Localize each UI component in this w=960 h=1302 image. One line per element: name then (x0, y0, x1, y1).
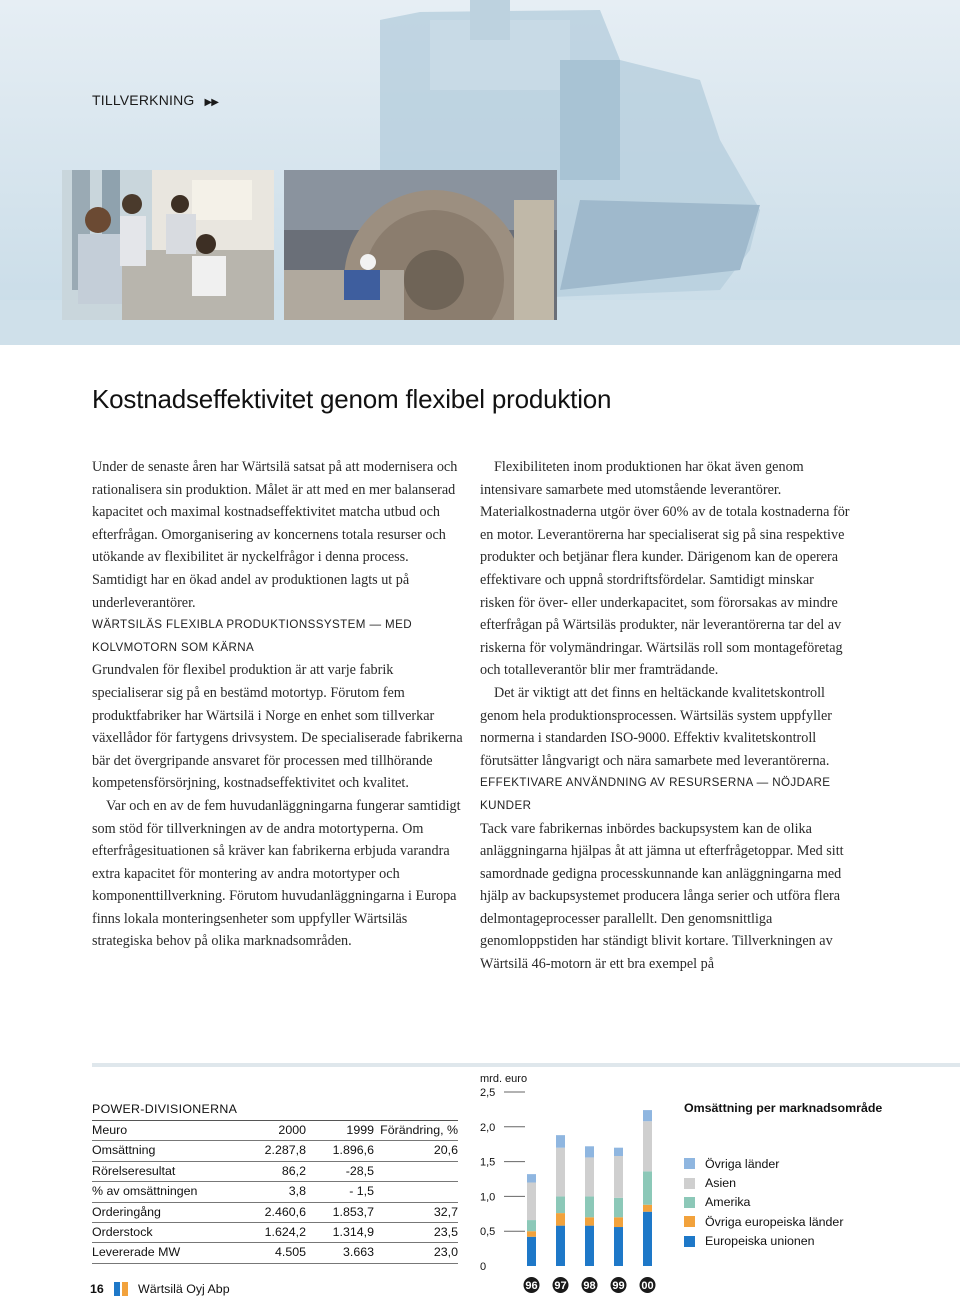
bar-segment (643, 1110, 652, 1121)
bar-segment (585, 1217, 594, 1225)
table-cell: 3,8 (288, 1184, 306, 1199)
table-cell: 3.663 (342, 1245, 374, 1260)
y-tick-label: 1,5 (480, 1156, 496, 1169)
section-label (92, 92, 218, 108)
bar-segment (556, 1135, 565, 1148)
table-cell: - 1,5 (349, 1184, 374, 1199)
bar-segment (643, 1212, 652, 1266)
bar-segment (614, 1227, 623, 1266)
left-subheading: WÄRTSILÄS FLEXIBLA PRODUKTIONSSYSTEM — MED KOLVMOTORN SOM KÄRNA (92, 618, 413, 654)
company-name: Wärtsilä Oyj Abp (138, 1282, 230, 1296)
bar-segment (614, 1156, 623, 1198)
x-tick-label: 96 (525, 1280, 538, 1292)
legend-swatch (684, 1216, 695, 1227)
bar-segment (585, 1146, 594, 1157)
bar-segment (556, 1196, 565, 1213)
table-cell: 32,7 (433, 1204, 458, 1219)
legend-label: Övriga länder (705, 1156, 780, 1171)
table-row (92, 1182, 458, 1202)
table-header-cell: 2000 (278, 1123, 306, 1137)
table-cell: 20,6 (433, 1143, 458, 1158)
table-cell: 1.853,7 (332, 1204, 374, 1219)
factory-photo (284, 170, 557, 320)
section-arrows-icon: ▶▶ (204, 97, 218, 108)
page-footer (90, 1282, 230, 1296)
bar-segment (527, 1174, 536, 1182)
legend-item (684, 1212, 884, 1231)
x-tick-label: 99 (612, 1280, 625, 1292)
bar-segment (527, 1220, 536, 1231)
table-cell: Rörelseresultat (92, 1163, 176, 1178)
y-tick-label: 0,5 (480, 1226, 496, 1239)
left-column (92, 456, 464, 953)
bar-segment (556, 1148, 565, 1197)
legend-label: Amerika (705, 1195, 751, 1210)
right-paragraph-1: Flexibiliteten inom produktionen har ökat även genom intensivare samarbete med utomstående leverantörer. Materialkostnaderna utgör över 60% av de totala kostnaderna för en motor. Leverantörerna har specialiserat sig på sina respektive produkter och betjänar flera kunder. Därigenom kan de operera effektivare och uppnå stordriftsfördelar. Samtidigt minskar risken för över- eller underkapacitet, som förorsakas av mindre efterfrågan på Wärtsiläs produkter, när leverantörerna tar del av riskerna för volymändringar. Wärtsiläs roll som montageföretag och totalleverantör blir mer framträdande. (480, 459, 850, 679)
left-paragraph-2: Grundvalen för flexibel produktion är att varje fabrik specialiserar sig på en bestämd motortyp. Förutom fem produktfabriker har Wärtsilä i Norge en enhet som tillverkar växellådor för fartygens drivsystem. De specialiserade fabrikerna bär det övergripande ansvaret för processen med tillhörande kompetensförsörjning, kostnadseffektivitet och kvalitet. (92, 662, 463, 792)
bar-segment (643, 1205, 652, 1212)
section-divider (92, 1063, 960, 1067)
wartsila-logo-mark (114, 1282, 130, 1296)
table-cell: 4.505 (274, 1245, 306, 1260)
revenue-by-market-chart (470, 1068, 690, 1298)
table-header-cell: Förändring, % (380, 1123, 458, 1137)
right-column (480, 456, 852, 976)
logo-bar (114, 1282, 120, 1296)
legend-label: Asien (705, 1176, 736, 1191)
bar-segment (527, 1182, 536, 1220)
table-cell (374, 1182, 458, 1201)
legend-item (684, 1193, 884, 1212)
table-row (92, 1243, 458, 1263)
table-cell: Orderstock (92, 1224, 153, 1239)
left-paragraph-1: Under de senaste åren har Wärtsilä satsat på att modernisera och rationalisera sin produktion. Målet är att med en mer balanserad kapacitet och maximal kostnadseffektivitet matcha utbud och efterfrågan. Omorganisering av koncernens totala resurser och utökande av flexibilitet är nyckelfrågor i denna process. Samtidigt har en ökad andel av produktionen lagts ut på underleverantörer. (92, 459, 458, 611)
legend-label: Europeiska unionen (705, 1234, 815, 1249)
table-cell: 23,5 (433, 1224, 458, 1239)
bar-segment (585, 1196, 594, 1217)
bar-segment (556, 1213, 565, 1226)
table-header-cell: 1999 (346, 1123, 374, 1137)
bar-segment (643, 1121, 652, 1171)
y-tick-label: 2,0 (480, 1121, 496, 1134)
table-cell: Levererade MW (92, 1245, 181, 1260)
table-cell: % av omsättningen (92, 1184, 198, 1199)
legend-item (684, 1154, 884, 1173)
table-row (92, 1203, 458, 1223)
bar-segment (614, 1217, 623, 1227)
table-cell: 1.314,9 (332, 1224, 374, 1239)
legend-swatch (684, 1236, 695, 1247)
table-cell: 23,0 (433, 1245, 458, 1260)
table-title: POWER-DIVISIONERNA (92, 1098, 458, 1121)
meeting-photo (62, 170, 274, 320)
y-tick-label: 1,0 (480, 1191, 496, 1204)
table-row (92, 1141, 458, 1161)
x-tick-label: 97 (554, 1280, 567, 1292)
legend-swatch (684, 1197, 695, 1208)
bar-segment (585, 1226, 594, 1266)
table-cell: 86,2 (281, 1163, 306, 1178)
table-cell: 1.896,6 (332, 1143, 374, 1158)
table-cell (374, 1162, 458, 1181)
page-number: 16 (90, 1282, 104, 1296)
section-label-text: TILLVERKNING (92, 92, 195, 108)
table-cell: 1.624,2 (264, 1224, 306, 1239)
legend-label: Övriga europeiska länder (705, 1214, 844, 1229)
chart-legend (684, 1098, 884, 1251)
bar-segment (614, 1198, 623, 1217)
bar-segment (643, 1171, 652, 1204)
left-paragraph-3: Var och en av de fem huvudanläggningarna fungerar samtidigt som stöd för tillverkningen av de andra motortyperna. Om efterfrågesituationen så kräver kan fabrikerna erbjuda varandra extra kapacitet för montering av andra motortyper och komponenttillverkning. Förutom huvudanläggningarna i Europa finns lokala monteringsenheter som uppfyller Wärtsiläs strategiska behov på olika marknadsområden. (92, 797, 461, 950)
right-paragraph-3: Tack vare fabrikernas inbördes backupsystem kan de olika anläggningarna hjälpas åt att jämna ut efterfrågetoppar. Med sitt samordnade gedigna processkunnande kan anläggningarna med hjälp av backupsystemet producera långa serier och utföra flera delmontageprocesser parallellt. Den genomsnittliga genomloppstiden har ständigt blivit kortare. Tillverkningen av Wärtsilä 46-motorn är ett bra exempel på (480, 820, 844, 973)
bar-segment (527, 1237, 536, 1266)
table-row (92, 1162, 458, 1182)
bar-segment (585, 1157, 594, 1196)
chart-title: Omsättning per marknadsområde (684, 1101, 883, 1115)
bar-segment (556, 1226, 565, 1266)
legend-item (684, 1232, 884, 1251)
table-cell: Omsättning (92, 1143, 156, 1158)
bar-segment (527, 1231, 536, 1237)
bar-segment (614, 1148, 623, 1156)
legend-item (684, 1173, 884, 1192)
power-divisions-table (92, 1098, 458, 1264)
table-header-cell: Meuro (92, 1123, 128, 1137)
table-cell: 2.287,8 (264, 1143, 306, 1158)
table-cell: Orderingång (92, 1204, 161, 1219)
x-tick-label: 00 (641, 1280, 654, 1292)
legend-swatch (684, 1178, 695, 1189)
y-axis-unit-label: mrd. euro (480, 1073, 528, 1085)
right-paragraph-2: Det är viktigt att det finns en heltäckande kvalitetskontroll genom hela produktionsprocessen. Wärtsiläs system uppfyller normerna i standarden ISO-9000. Effektiv kvalitetskontroll förutsätter långvarigt och nära samarbete med leverantörerna. (480, 684, 832, 769)
right-subheading: EFFEKTIVARE ANVÄNDNING AV RESURSERNA — NÖJDARE KUNDER (480, 776, 831, 812)
page-title: Kostnadseffektivitet genom flexibel produktion (92, 384, 612, 414)
y-tick-label: 0 (480, 1261, 487, 1273)
table-cell: 2.460,6 (264, 1204, 306, 1219)
legend-swatch (684, 1158, 695, 1169)
logo-bar (122, 1282, 128, 1296)
table-row (92, 1223, 458, 1243)
x-tick-label: 98 (583, 1280, 596, 1292)
table-header-row (92, 1121, 458, 1141)
table-cell: -28,5 (345, 1163, 374, 1178)
y-tick-label: 2,5 (480, 1087, 496, 1099)
